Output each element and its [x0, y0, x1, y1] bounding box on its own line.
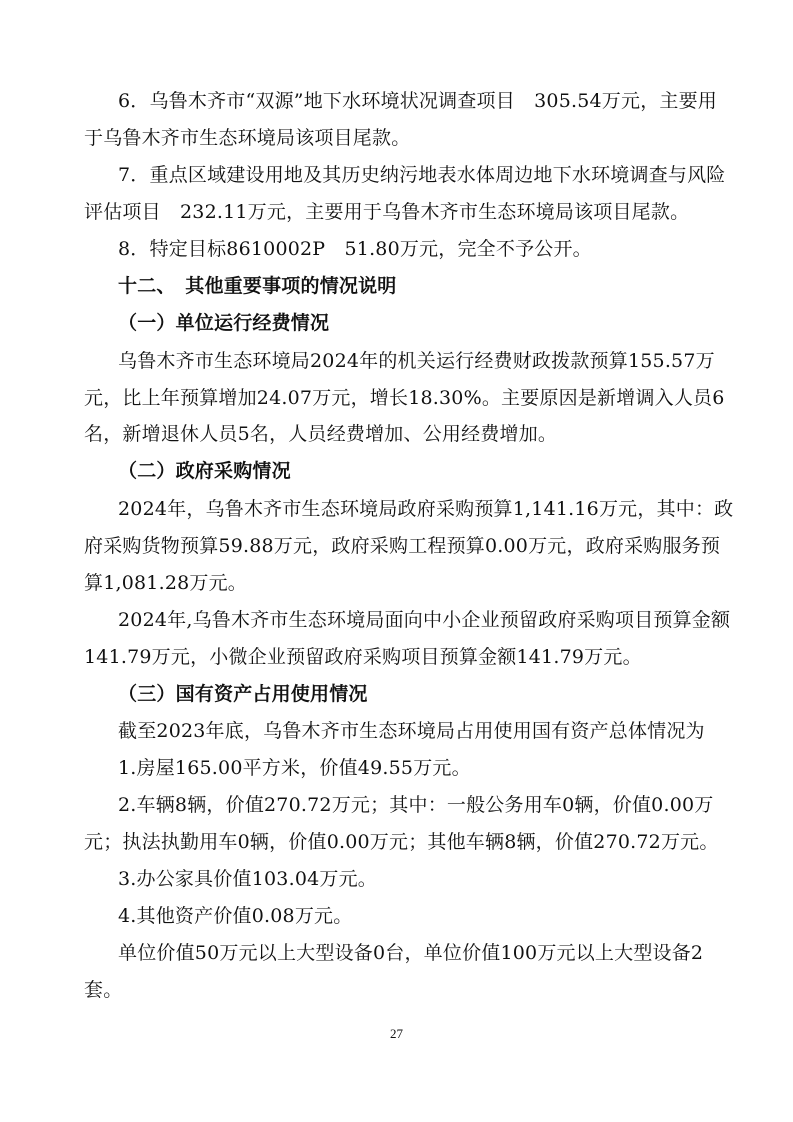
- item-6-line-1: 6．乌鲁木齐市“双源”地下水环境状况调查项目 305.54万元，主要用: [118, 90, 717, 112]
- assets-intro-line: 截至2023年底，乌鲁木齐市生态环境局占用使用国有资产总体情况为: [118, 720, 705, 742]
- subsection-1-heading: （一）单位运行经费情况: [118, 312, 330, 334]
- sme-procurement-line-2: 141.79万元，小微企业预留政府采购项目预算金额141.79万元。: [84, 646, 642, 668]
- equipment-line-1: 单位价值50万元以上大型设备0台，单位价值100万元以上大型设备2: [118, 942, 704, 964]
- procurement-line-2: 府采购货物预算59.88万元，政府采购工程预算0.00万元，政府采购服务预: [84, 535, 721, 557]
- item-7-line-1: 7．重点区域建设用地及其历史纳污地表水体周边地下水环境调查与风险: [118, 164, 726, 186]
- item-7-line-2: 评估项目 232.11万元，主要用于乌鲁木齐市生态环境局该项目尾款。: [84, 201, 690, 223]
- operating-funds-line-3: 名，新增退休人员5名，人员经费增加、公用经费增加。: [84, 423, 558, 445]
- subsection-2-heading: （二）政府采购情况: [118, 460, 291, 482]
- section-12-heading: 十二、 其他重要事项的情况说明: [118, 275, 397, 297]
- procurement-line-3: 算1,081.28万元。: [84, 572, 248, 594]
- equipment-line-2: 套。: [84, 979, 123, 1001]
- assets-item-3: 3.办公家具价值103.04万元。: [118, 868, 378, 890]
- operating-funds-line-2: 元，比上年预算增加24.07万元，增长18.30%。主要原因是新增调入人员6: [84, 387, 725, 409]
- sme-procurement-line-1: 2024年,乌鲁木齐市生态环境局面向中小企业预留政府采购项目预算金额: [118, 609, 731, 631]
- assets-item-2-line-2: 元；执法执勤用车0辆，价值0.00万元；其他车辆8辆，价值270.72万元。: [84, 831, 719, 853]
- operating-funds-line-1: 乌鲁木齐市生态环境局2024年的机关运行经费财政拨款预算155.57万: [118, 350, 715, 372]
- item-6-line-2: 于乌鲁木齐市生态环境局该项目尾款。: [84, 127, 411, 149]
- assets-item-1: 1.房屋165.00平方米，价值49.55万元。: [118, 757, 471, 779]
- assets-item-4: 4.其他资产价值0.08万元。: [118, 905, 353, 927]
- subsection-3-heading: （三）国有资产占用使用情况: [118, 683, 368, 705]
- procurement-line-1: 2024年，乌鲁木齐市生态环境局政府采购预算1,141.16万元，其中：政: [118, 498, 734, 520]
- page-number: 27: [390, 1026, 403, 1041]
- item-8-line: 8．特定目标8610002P 51.80万元，完全不予公开。: [118, 238, 592, 260]
- assets-item-2-line-1: 2.车辆8辆，价值270.72万元；其中：一般公务用车0辆，价值0.00万: [118, 794, 714, 816]
